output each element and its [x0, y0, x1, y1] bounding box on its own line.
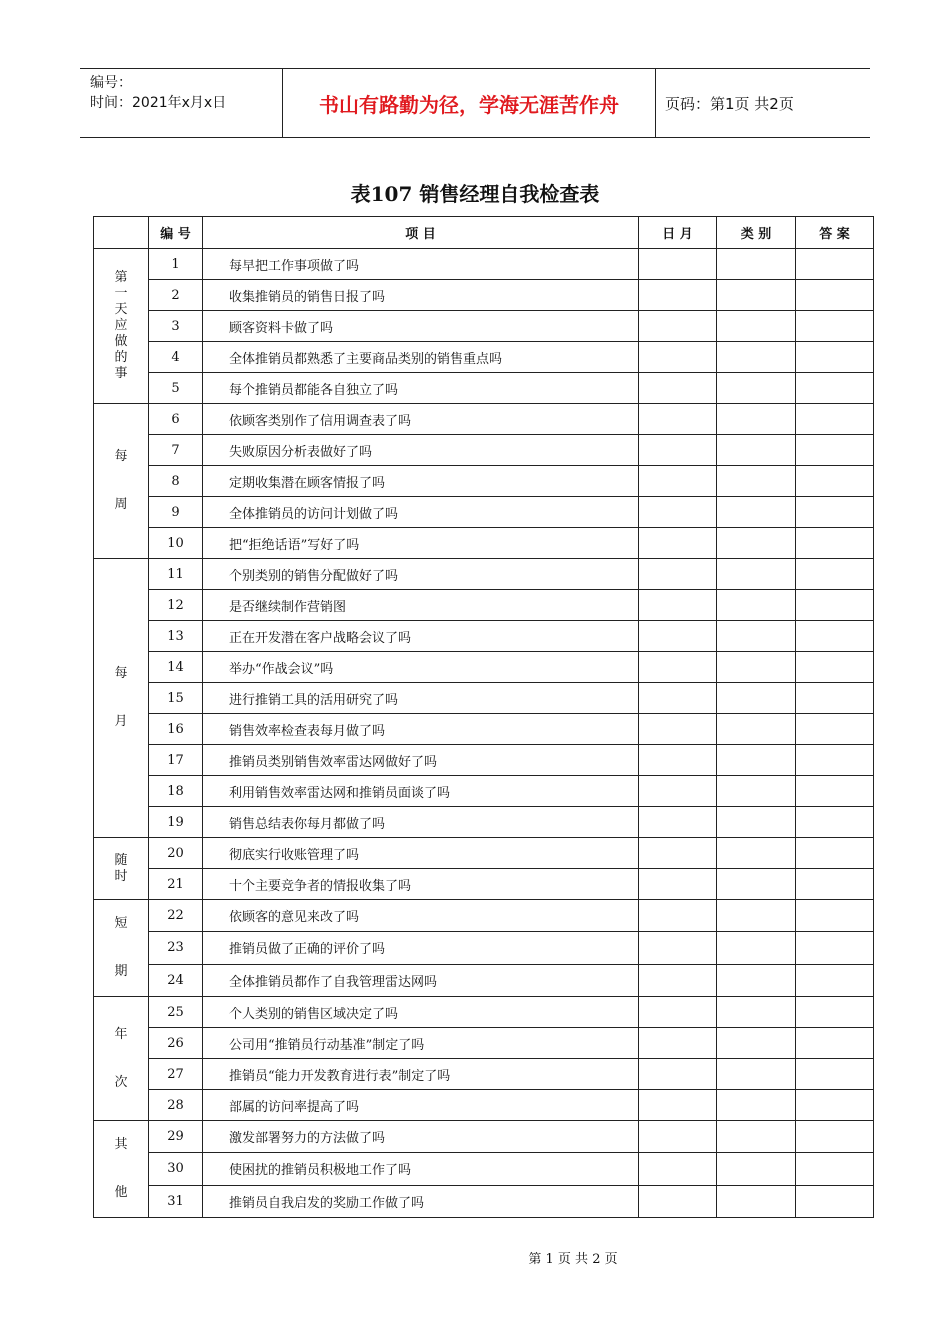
category-text: 年 次	[114, 1026, 128, 1090]
footer-page: 第 1 页 共 2 页	[528, 1252, 618, 1267]
date-cell[interactable]	[639, 1090, 717, 1121]
category-text: 第一天应做的事	[114, 270, 128, 381]
table-row	[94, 435, 874, 466]
header-date: 日 月	[639, 217, 717, 249]
table-row	[94, 683, 874, 714]
row-number: 16	[149, 714, 203, 745]
row-item: 推销员类别销售效率雷达网做好了吗	[203, 745, 639, 776]
row-number: 31	[149, 1185, 203, 1217]
type-cell[interactable]	[717, 373, 796, 404]
header-category	[94, 217, 149, 249]
category-text: 随时	[114, 852, 128, 884]
checklist-table	[93, 216, 874, 1218]
table-row	[94, 932, 874, 964]
type-cell[interactable]	[717, 1028, 796, 1059]
row-number: 7	[149, 435, 203, 466]
type-cell[interactable]	[717, 683, 796, 714]
row-number: 28	[149, 1090, 203, 1121]
date-cell[interactable]	[639, 900, 717, 932]
answer-cell[interactable]	[796, 807, 874, 838]
answer-cell[interactable]	[796, 683, 874, 714]
type-cell[interactable]	[717, 404, 796, 435]
category-text: 短 期	[114, 916, 128, 979]
row-number: 2	[149, 280, 203, 311]
table-row	[94, 652, 874, 683]
date-cell[interactable]	[639, 807, 717, 838]
row-number: 8	[149, 466, 203, 497]
row-number: 19	[149, 807, 203, 838]
type-cell[interactable]	[717, 1121, 796, 1153]
table-row	[94, 1028, 874, 1059]
answer-cell[interactable]	[796, 497, 874, 528]
table-row	[94, 404, 874, 435]
row-item: 部属的访问率提高了吗	[203, 1090, 639, 1121]
table-row	[94, 900, 874, 932]
row-number: 14	[149, 652, 203, 683]
answer-cell[interactable]	[796, 652, 874, 683]
answer-cell[interactable]	[796, 280, 874, 311]
type-cell[interactable]	[717, 900, 796, 932]
type-cell[interactable]	[717, 435, 796, 466]
category-label	[94, 997, 149, 1121]
category-text: 每 周	[114, 449, 128, 512]
table-row	[94, 249, 874, 280]
answer-cell[interactable]	[796, 373, 874, 404]
row-item: 收集推销员的销售日报了吗	[203, 280, 639, 311]
date-cell[interactable]	[639, 621, 717, 652]
date-cell[interactable]	[639, 838, 717, 869]
answer-cell[interactable]	[796, 1153, 874, 1185]
answer-cell[interactable]	[796, 1028, 874, 1059]
table-row	[94, 869, 874, 900]
type-cell[interactable]	[717, 280, 796, 311]
row-item: 顾客资料卡做了吗	[203, 311, 639, 342]
table-row	[94, 497, 874, 528]
category-label	[94, 249, 149, 404]
row-item: 推销员自我启发的奖励工作做了吗	[203, 1185, 639, 1217]
answer-cell[interactable]	[796, 249, 874, 280]
row-item: 定期收集潜在顾客情报了吗	[203, 466, 639, 497]
header-num: 编 号	[149, 217, 203, 249]
type-cell[interactable]	[717, 714, 796, 745]
date-cell[interactable]	[639, 997, 717, 1028]
table-row	[94, 1121, 874, 1153]
row-item: 全体推销员都熟悉了主要商品类别的销售重点吗	[203, 342, 639, 373]
type-cell[interactable]	[717, 652, 796, 683]
row-item: 进行推销工具的活用研究了吗	[203, 683, 639, 714]
date-cell[interactable]	[639, 497, 717, 528]
answer-cell[interactable]	[796, 621, 874, 652]
type-cell[interactable]	[717, 869, 796, 900]
row-number: 22	[149, 900, 203, 932]
answer-cell[interactable]	[796, 466, 874, 497]
answer-cell[interactable]	[796, 435, 874, 466]
answer-cell[interactable]	[796, 869, 874, 900]
row-number: 25	[149, 997, 203, 1028]
row-number: 24	[149, 964, 203, 996]
answer-cell[interactable]	[796, 997, 874, 1028]
date-cell[interactable]	[639, 1028, 717, 1059]
row-number: 4	[149, 342, 203, 373]
row-item: 销售效率检查表每月做了吗	[203, 714, 639, 745]
date-cell[interactable]	[639, 1185, 717, 1217]
date-cell[interactable]	[639, 528, 717, 559]
answer-cell[interactable]	[796, 1185, 874, 1217]
table-row	[94, 1185, 874, 1217]
page-title: 表107 销售经理自我检查表	[350, 182, 600, 206]
row-number: 26	[149, 1028, 203, 1059]
row-number: 5	[149, 373, 203, 404]
header-meta	[80, 69, 282, 137]
answer-cell[interactable]	[796, 311, 874, 342]
date-cell[interactable]	[639, 745, 717, 776]
table-header-row	[94, 217, 874, 249]
type-cell[interactable]	[717, 1153, 796, 1185]
row-item: 十个主要竞争者的情报收集了吗	[203, 869, 639, 900]
category-label	[94, 559, 149, 838]
answer-cell[interactable]	[796, 838, 874, 869]
row-item: 激发部署努力的方法做了吗	[203, 1121, 639, 1153]
answer-cell[interactable]	[796, 776, 874, 807]
type-cell[interactable]	[717, 964, 796, 996]
row-item: 利用销售效率雷达网和推销员面谈了吗	[203, 776, 639, 807]
answer-cell[interactable]	[796, 559, 874, 590]
row-number: 11	[149, 559, 203, 590]
date-cell[interactable]	[639, 280, 717, 311]
row-item: 使困扰的推销员积极地工作了吗	[203, 1153, 639, 1185]
date-cell[interactable]	[639, 590, 717, 621]
table-row	[94, 997, 874, 1028]
date-cell[interactable]	[639, 466, 717, 497]
table-row	[94, 776, 874, 807]
type-cell[interactable]	[717, 807, 796, 838]
row-number: 18	[149, 776, 203, 807]
table-row	[94, 590, 874, 621]
row-item: 每个推销员都能各自独立了吗	[203, 373, 639, 404]
motto: 书山有路勤为径，学海无涯苦作舟	[282, 69, 656, 137]
category-label	[94, 838, 149, 900]
answer-cell[interactable]	[796, 714, 874, 745]
answer-cell[interactable]	[796, 1090, 874, 1121]
type-cell[interactable]	[717, 997, 796, 1028]
table-row	[94, 528, 874, 559]
date-cell[interactable]	[639, 249, 717, 280]
table-row	[94, 373, 874, 404]
type-cell[interactable]	[717, 590, 796, 621]
date-cell[interactable]	[639, 776, 717, 807]
answer-cell[interactable]	[796, 1059, 874, 1090]
row-item: 是否继续制作营销图	[203, 590, 639, 621]
table-row	[94, 559, 874, 590]
answer-cell[interactable]	[796, 745, 874, 776]
type-cell[interactable]	[717, 621, 796, 652]
table-row	[94, 745, 874, 776]
row-item: 全体推销员的访问计划做了吗	[203, 497, 639, 528]
row-item: 依顾客类别作了信用调查表了吗	[203, 404, 639, 435]
code-label: 编号：	[90, 75, 132, 91]
row-number: 23	[149, 932, 203, 964]
date-cell[interactable]	[639, 932, 717, 964]
type-cell[interactable]	[717, 776, 796, 807]
page-info: 页码：第1页 共2页	[665, 94, 794, 113]
row-number: 13	[149, 621, 203, 652]
header-answer: 答 案	[796, 217, 874, 249]
category-text: 每 月	[114, 666, 128, 729]
row-number: 21	[149, 869, 203, 900]
table-row	[94, 342, 874, 373]
answer-cell[interactable]	[796, 932, 874, 964]
table-row	[94, 311, 874, 342]
answer-cell[interactable]	[796, 404, 874, 435]
category-label	[94, 1121, 149, 1218]
row-item: 依顾客的意见来改了吗	[203, 900, 639, 932]
category-text: 其 他	[114, 1137, 128, 1200]
page-header	[80, 68, 870, 138]
time-label: 时间：2021年x月x日	[90, 95, 227, 111]
type-cell[interactable]	[717, 1185, 796, 1217]
date-cell[interactable]	[639, 683, 717, 714]
table-row	[94, 807, 874, 838]
row-number: 9	[149, 497, 203, 528]
type-cell[interactable]	[717, 932, 796, 964]
header-item: 项 目	[203, 217, 639, 249]
category-label	[94, 404, 149, 559]
row-item: 失败原因分析表做好了吗	[203, 435, 639, 466]
date-cell[interactable]	[639, 373, 717, 404]
answer-cell[interactable]	[796, 900, 874, 932]
row-number: 20	[149, 838, 203, 869]
row-number: 15	[149, 683, 203, 714]
answer-cell[interactable]	[796, 1121, 874, 1153]
page-footer	[0, 1248, 950, 1267]
row-item: 把“拒绝话语”写好了吗	[203, 528, 639, 559]
date-cell[interactable]	[639, 1059, 717, 1090]
date-cell[interactable]	[639, 559, 717, 590]
table-row	[94, 1153, 874, 1185]
type-cell[interactable]	[717, 311, 796, 342]
type-cell[interactable]	[717, 745, 796, 776]
row-item: 公司用“推销员行动基准”制定了吗	[203, 1028, 639, 1059]
date-cell[interactable]	[639, 435, 717, 466]
answer-cell[interactable]	[796, 590, 874, 621]
table-row	[94, 466, 874, 497]
header-type: 类 别	[717, 217, 796, 249]
table-row	[94, 621, 874, 652]
table-row	[94, 838, 874, 869]
table-body	[94, 249, 874, 1218]
row-number: 27	[149, 1059, 203, 1090]
table-row	[94, 280, 874, 311]
date-cell[interactable]	[639, 652, 717, 683]
date-cell[interactable]	[639, 404, 717, 435]
type-cell[interactable]	[717, 497, 796, 528]
table-row	[94, 964, 874, 996]
type-cell[interactable]	[717, 342, 796, 373]
table-row	[94, 714, 874, 745]
row-number: 29	[149, 1121, 203, 1153]
row-number: 6	[149, 404, 203, 435]
row-item: 正在开发潜在客户战略会议了吗	[203, 621, 639, 652]
row-item: 推销员做了正确的评价了吗	[203, 932, 639, 964]
row-item: 每早把工作事项做了吗	[203, 249, 639, 280]
table-row	[94, 1059, 874, 1090]
category-label	[94, 900, 149, 997]
row-item: 个人类别的销售区域决定了吗	[203, 997, 639, 1028]
type-cell[interactable]	[717, 1090, 796, 1121]
row-item: 推销员“能力开发教育进行表”制定了吗	[203, 1059, 639, 1090]
date-cell[interactable]	[639, 714, 717, 745]
row-item: 个别类别的销售分配做好了吗	[203, 559, 639, 590]
type-cell[interactable]	[717, 838, 796, 869]
row-number: 17	[149, 745, 203, 776]
date-cell[interactable]	[639, 311, 717, 342]
answer-cell[interactable]	[796, 342, 874, 373]
row-number: 1	[149, 249, 203, 280]
row-item: 全体推销员都作了自我管理雷达网吗	[203, 964, 639, 996]
table-row	[94, 1090, 874, 1121]
date-cell[interactable]	[639, 869, 717, 900]
date-cell[interactable]	[639, 964, 717, 996]
date-cell[interactable]	[639, 342, 717, 373]
date-cell[interactable]	[639, 1153, 717, 1185]
row-number: 30	[149, 1153, 203, 1185]
row-item: 举办“作战会议”吗	[203, 652, 639, 683]
type-cell[interactable]	[717, 249, 796, 280]
row-item: 销售总结表你每月都做了吗	[203, 807, 639, 838]
type-cell[interactable]	[717, 1059, 796, 1090]
date-cell[interactable]	[639, 1121, 717, 1153]
row-number: 3	[149, 311, 203, 342]
row-number: 10	[149, 528, 203, 559]
type-cell[interactable]	[717, 528, 796, 559]
type-cell[interactable]	[717, 559, 796, 590]
row-number: 12	[149, 590, 203, 621]
row-item: 彻底实行收账管理了吗	[203, 838, 639, 869]
type-cell[interactable]	[717, 466, 796, 497]
answer-cell[interactable]	[796, 964, 874, 996]
answer-cell[interactable]	[796, 528, 874, 559]
